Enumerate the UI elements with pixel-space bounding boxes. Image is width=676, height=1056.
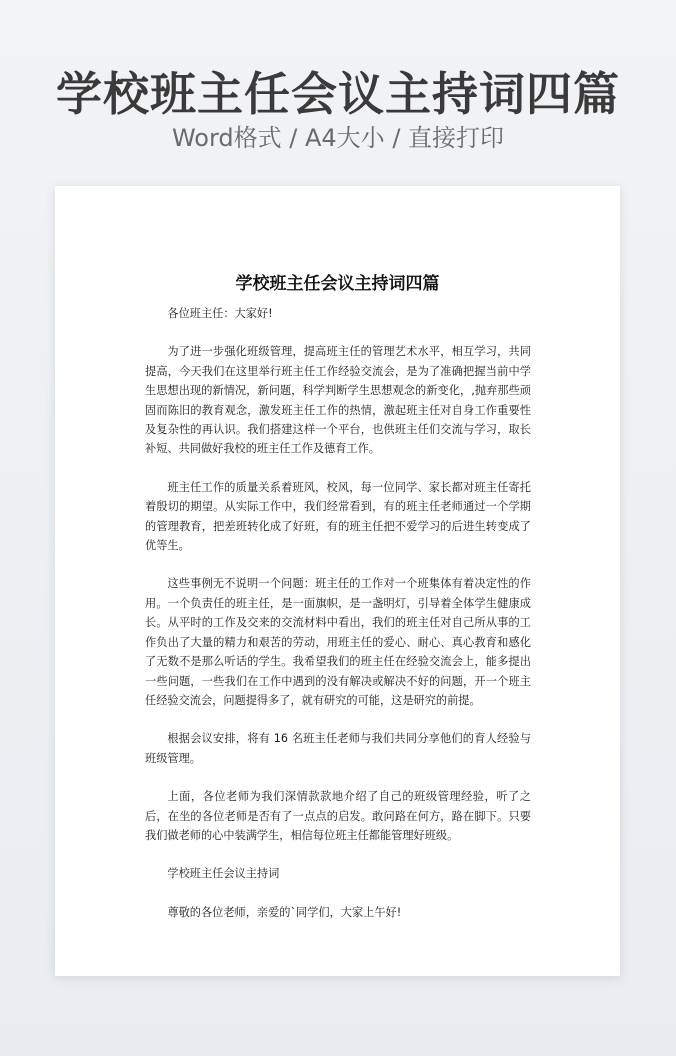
- body-paragraph: 这些事例无不说明一个问题：班主任的工作对一个班集体有着决定性的作用。一个负责任的班主任，是一面旗帜，是一盏明灯，引导着全体学生健康成长。从平时的工作及交来的交流材料中看出，我们的班主任对自己所从事的工作负出了大量的精力和艰苦的劳动，用班主任的爱心、耐心、真心教育和感化了无数不是那么听话的学生。我希望我们的班主任在经验交流会上，能多提出一些问题，一些我们在工作中遇到的没有解决或解决不好的问题，开一个班主任经验交流会，问题提得多了，就有研究的可能，这是研究的前提。: [145, 577, 531, 707]
- section-heading: 学校班主任会议主持词: [167, 867, 280, 881]
- banner-title: 学校班主任会议主持词四篇: [56, 67, 620, 121]
- body-paragraph: 班主任工作的质量关系着班风，校风，每一位同学、家长都对班主任寄托着殷切的期望。从实际工作中，我们经常看到，有的班主任老师通过一个学期的管理教育，把差班转化成了好班，有的班主任把不爱学习的后进生转变成了优等生。: [145, 480, 531, 553]
- banner-subtitle: Word格式 / A4大小 / 直接打印: [171, 124, 505, 152]
- document-body: [145, 304, 531, 941]
- body-paragraph: 根据会议安排，将有 16 名班主任老师与我们共同分享他们的育人经验与班级管理。: [145, 732, 531, 765]
- greeting-paragraph: 各位班主任：大家好!: [167, 307, 273, 320]
- body-paragraph: 上面，各位老师为我们深情款款地介绍了自己的班级管理经验，听了之后，在坐的各位老师是否有了一点点的启发。敢问路在何方，路在脚下。只要我们做老师的心中装满学生，相信每位班主任都能管理好班级。: [145, 790, 531, 842]
- body-paragraph: 为了进一步强化班级管理，提高班主任的管理艺术水平，相互学习，共同提高，今天我们在这里举行班主任工作经验交流会，是为了准确把握当前中学生思想出现的新情况，新问题，科学判断学生思想观念的新变化，,抛弃那些顽固而陈旧的教育观念，激发班主任工作的热情，激起班主任对自身工作重要性及复杂性的再认识。我们搭建这样一个平台，也供班主任们交流与学习，取长补短、共同做好我校的班主任工作及德育工作。: [145, 345, 531, 456]
- document-title: 学校班主任会议主持词四篇: [235, 274, 440, 294]
- document-page: [55, 186, 620, 976]
- body-paragraph: 尊敬的各位老师，亲爱的`同学们，大家上午好!: [167, 905, 402, 919]
